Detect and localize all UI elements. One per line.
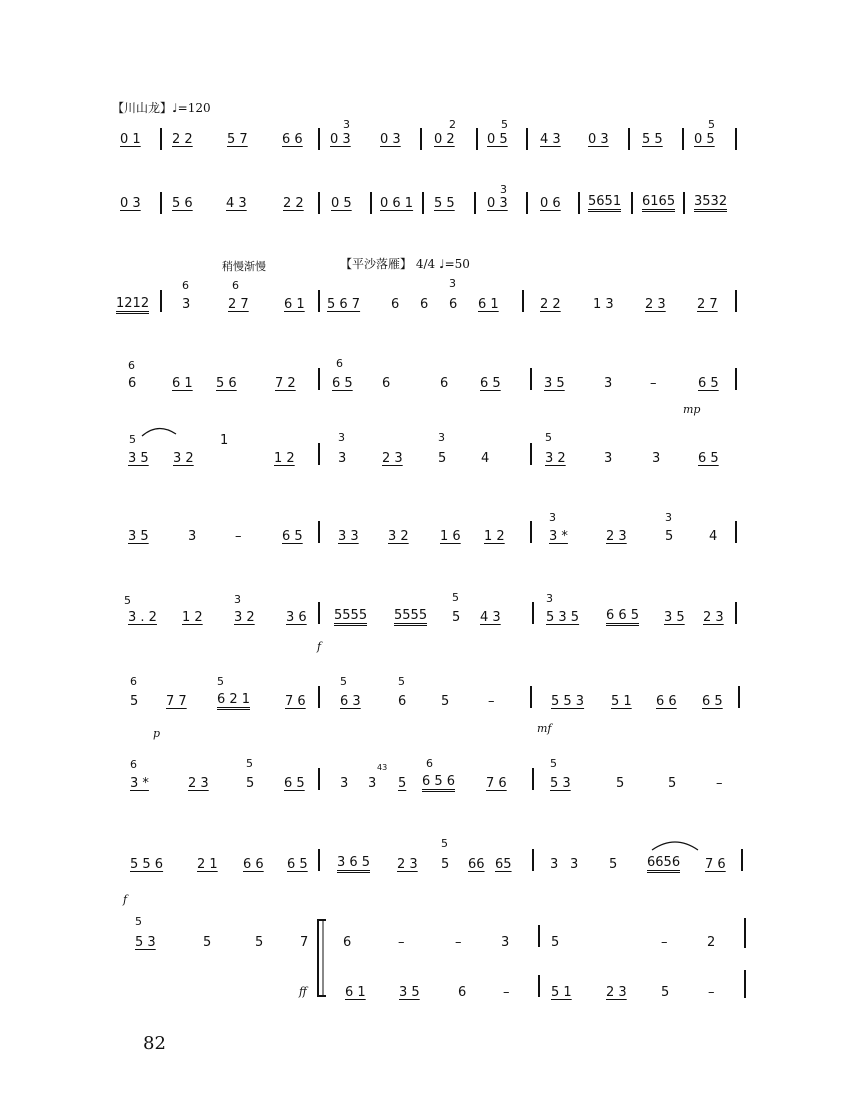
note-group: 5 7 [227, 132, 248, 147]
note-group: 7 6 [285, 694, 306, 709]
note-group: 2 3 [188, 776, 209, 791]
note-group: 0 5 [487, 132, 508, 147]
note-group: 5 5 [642, 132, 663, 147]
note-group: 0 3 [588, 132, 609, 147]
upper-note: 6 [128, 359, 135, 372]
note-group: 6 [458, 985, 467, 1000]
note-group: 3 [604, 376, 613, 391]
note-group: 5 5 6 [130, 857, 164, 872]
note-group: 3 * [130, 776, 149, 791]
note-group: 6 6 [656, 694, 677, 709]
note-group: 0 6 [540, 196, 561, 211]
note-group: 4 3 [480, 610, 501, 625]
note-group: 6 [420, 297, 429, 312]
system-bracket-icon [314, 918, 328, 998]
note-group: 3 [570, 857, 579, 872]
section-header-1: 【川山龙】♩=120 [112, 101, 211, 115]
upper-note: 3 [665, 511, 672, 524]
note-group: – [708, 985, 715, 1000]
dynamic-mark: f [123, 893, 128, 906]
upper-note: 5 [398, 675, 405, 688]
upper-note: 5 [550, 757, 557, 770]
section-header-2: 【平沙落雁】 4/4 ♩=50 [340, 257, 470, 271]
note-group: 7 6 [486, 776, 507, 791]
dynamic-mark: mp [683, 403, 701, 416]
note-group: 5 1 [551, 985, 572, 1000]
note-group: 3 2 [173, 451, 194, 466]
note-group: 2 3 [382, 451, 403, 466]
note-group: 2 3 [606, 985, 627, 1000]
note-group: 0 5 [694, 132, 715, 147]
upper-note: 3 [438, 431, 445, 444]
note-group: 6 5 6 [422, 774, 455, 792]
grace-note: 43 [377, 763, 388, 772]
note-group: 5 [441, 857, 450, 872]
note-group: – [235, 529, 242, 544]
note-group: 65 [495, 857, 512, 872]
note-group: 0 3 [120, 196, 141, 211]
note-group: 3 [182, 297, 191, 312]
note-group: 4 [481, 451, 490, 466]
note-group: 6 [391, 297, 400, 312]
note-group: 3 2 [234, 610, 255, 625]
note-group: 3 [188, 529, 197, 544]
note-group: 6 5 [698, 376, 719, 391]
note-group: 5555 [394, 608, 427, 626]
note-group: 7 6 [705, 857, 726, 872]
note-group: – [650, 376, 657, 391]
note-group: 3 2 [388, 529, 409, 544]
note-group: – [503, 985, 510, 1000]
note-group: 6 [398, 694, 407, 709]
note-group: 6 [440, 376, 449, 391]
note-group: 5 1 [611, 694, 632, 709]
slur-icon [650, 838, 700, 852]
note-group: 5555 [334, 608, 367, 626]
note-group: 1 2 [484, 529, 505, 544]
note-group: 5 6 [216, 376, 237, 391]
note-group: 66 [468, 857, 485, 872]
note-group: – [398, 935, 405, 950]
note-group: 3 5 [399, 985, 420, 1000]
note-group: 6 5 [332, 376, 353, 391]
note-group: 6 5 [284, 776, 305, 791]
upper-note: 6 [336, 357, 343, 370]
upper-note: 5 [441, 837, 448, 850]
note-group: 6 1 [284, 297, 305, 312]
note-group: 2 3 [397, 857, 418, 872]
note-group: 5 [246, 776, 255, 791]
note-group: 5 [668, 776, 677, 791]
upper-note: 3 [546, 592, 553, 605]
upper-note: 5 [129, 433, 136, 446]
note-group: 6 [382, 376, 391, 391]
note-group: 3 5 [128, 451, 149, 466]
note-group: 3 * [549, 529, 568, 544]
note-group: – [716, 776, 723, 791]
note-group: 3 6 5 [337, 855, 370, 873]
note-group: 3 5 [664, 610, 685, 625]
note-group: 5 [616, 776, 625, 791]
upper-note: 2 [449, 118, 456, 131]
note-group: 3 [550, 857, 559, 872]
upper-note: 5 [452, 591, 459, 604]
note-group: 3 6 [286, 610, 307, 625]
note-group: 0 3 [487, 196, 508, 211]
note-group: 2 3 [606, 529, 627, 544]
note-group: 5 3 [135, 935, 156, 950]
upper-note: 3 [234, 593, 241, 606]
note-group: 1 6 [440, 529, 461, 544]
note-group: 5 3 [550, 776, 571, 791]
note-group: 6 6 5 [606, 608, 639, 626]
note-group: 5 5 3 [551, 694, 585, 709]
page-number: 82 [143, 1033, 166, 1054]
note-group: – [661, 935, 668, 950]
dynamic-mark: f [317, 640, 322, 653]
dynamic-mark: ff [299, 985, 307, 998]
upper-note: 6 [426, 757, 433, 770]
upper-note: 6 [232, 279, 239, 292]
tempo-note: 稍慢渐慢 [222, 260, 266, 273]
note-group: 0 3 [380, 132, 401, 147]
upper-note: 6 [130, 675, 137, 688]
note-group: 0 1 [120, 132, 141, 147]
note-group: 3 [501, 935, 510, 950]
note-group: 6165 [642, 194, 675, 212]
note-group: 5 [665, 529, 674, 544]
note-group: 7 [300, 935, 309, 950]
upper-note: 5 [545, 431, 552, 444]
note-group: 5 3 5 [546, 610, 580, 625]
note-group: 4 3 [226, 196, 247, 211]
note-group: 1 2 [182, 610, 203, 625]
note-group: 6 1 [172, 376, 193, 391]
note-group: 5 [452, 610, 461, 625]
note-group: 4 [709, 529, 718, 544]
note-group: 5 [609, 857, 618, 872]
note-group: 6 1 [478, 297, 499, 312]
note-group: 3 [604, 451, 613, 466]
upper-note: 5 [124, 594, 131, 607]
note-group: 3 3 [338, 529, 359, 544]
note-group: 2 3 [645, 297, 666, 312]
note-group: 0 5 [331, 196, 352, 211]
note-group: 5 [441, 694, 450, 709]
upper-note: 3 [500, 183, 507, 196]
note-group: 6 5 [282, 529, 303, 544]
upper-note: 5 [708, 118, 715, 131]
note-group: 2 1 [197, 857, 218, 872]
note-group: 2 2 [172, 132, 193, 147]
note-group: 3 . 2 [128, 610, 157, 625]
note-group: 3 [340, 776, 349, 791]
note-group: 3 [652, 451, 661, 466]
upper-note: 5 [246, 757, 253, 770]
note-group: 6 3 [340, 694, 361, 709]
dynamic-mark: p [153, 727, 161, 740]
note-group: 7 7 [166, 694, 187, 709]
note-group: 0 3 [330, 132, 351, 147]
note-group: 6 1 [345, 985, 366, 1000]
note-group: 6 5 [287, 857, 308, 872]
note-group: 5 5 [434, 196, 455, 211]
note-group: 1 3 [593, 297, 614, 312]
note-group: 5 [438, 451, 447, 466]
upper-note: 3 [343, 118, 350, 131]
upper-note: 3 [449, 277, 456, 290]
note-group: 5 [551, 935, 560, 950]
note-group: 1 [220, 433, 229, 448]
note-group: 6 2 1 [217, 692, 250, 710]
note-group: 6 6 [243, 857, 264, 872]
note-group: 6 5 [480, 376, 501, 391]
dynamic-mark: mf [537, 722, 552, 735]
note-group: 5 6 [172, 196, 193, 211]
note-group: 5 [255, 935, 264, 950]
note-group: – [455, 935, 462, 950]
upper-note: 6 [130, 758, 137, 771]
note-group: 6656 [647, 855, 680, 873]
note-group: 6 5 [702, 694, 723, 709]
note-group: 2 3 [703, 610, 724, 625]
note-group: 5 6 7 [327, 297, 361, 312]
upper-note: 3 [338, 431, 345, 444]
note-group: 6 [128, 376, 137, 391]
note-group: 6 [343, 935, 352, 950]
note-group: 1212 [116, 296, 149, 314]
note-group: 3 5 [544, 376, 565, 391]
note-group: 3 [338, 451, 347, 466]
upper-note: 3 [549, 511, 556, 524]
note-group: 7 2 [275, 376, 296, 391]
note-group: 0 6 1 [380, 196, 414, 211]
note-group: 6 5 [698, 451, 719, 466]
upper-note: 5 [340, 675, 347, 688]
note-group: 2 [707, 935, 716, 950]
note-group: 5 [130, 694, 139, 709]
note-group: 0 2 [434, 132, 455, 147]
note-group: 4 3 [540, 132, 561, 147]
upper-note: 6 [182, 279, 189, 292]
upper-note: 5 [501, 118, 508, 131]
note-group: 5 [203, 935, 212, 950]
note-group: 6 6 [282, 132, 303, 147]
note-group: 5 [661, 985, 670, 1000]
note-group: 5 [398, 776, 407, 791]
upper-note: 5 [135, 915, 142, 928]
upper-note: 5 [217, 675, 224, 688]
note-group: – [488, 694, 495, 709]
note-group: 1 2 [274, 451, 295, 466]
note-group: 6 [449, 297, 458, 312]
note-group: 2 7 [697, 297, 718, 312]
note-group: 2 7 [228, 297, 249, 312]
slur-icon [140, 424, 180, 438]
note-group: 3 5 [128, 529, 149, 544]
note-group: 2 2 [540, 297, 561, 312]
note-group: 2 2 [283, 196, 304, 211]
note-group: 5651 [588, 194, 621, 212]
note-group: 3 [368, 776, 377, 791]
note-group: 3532 [694, 194, 727, 212]
note-group: 3 2 [545, 451, 566, 466]
